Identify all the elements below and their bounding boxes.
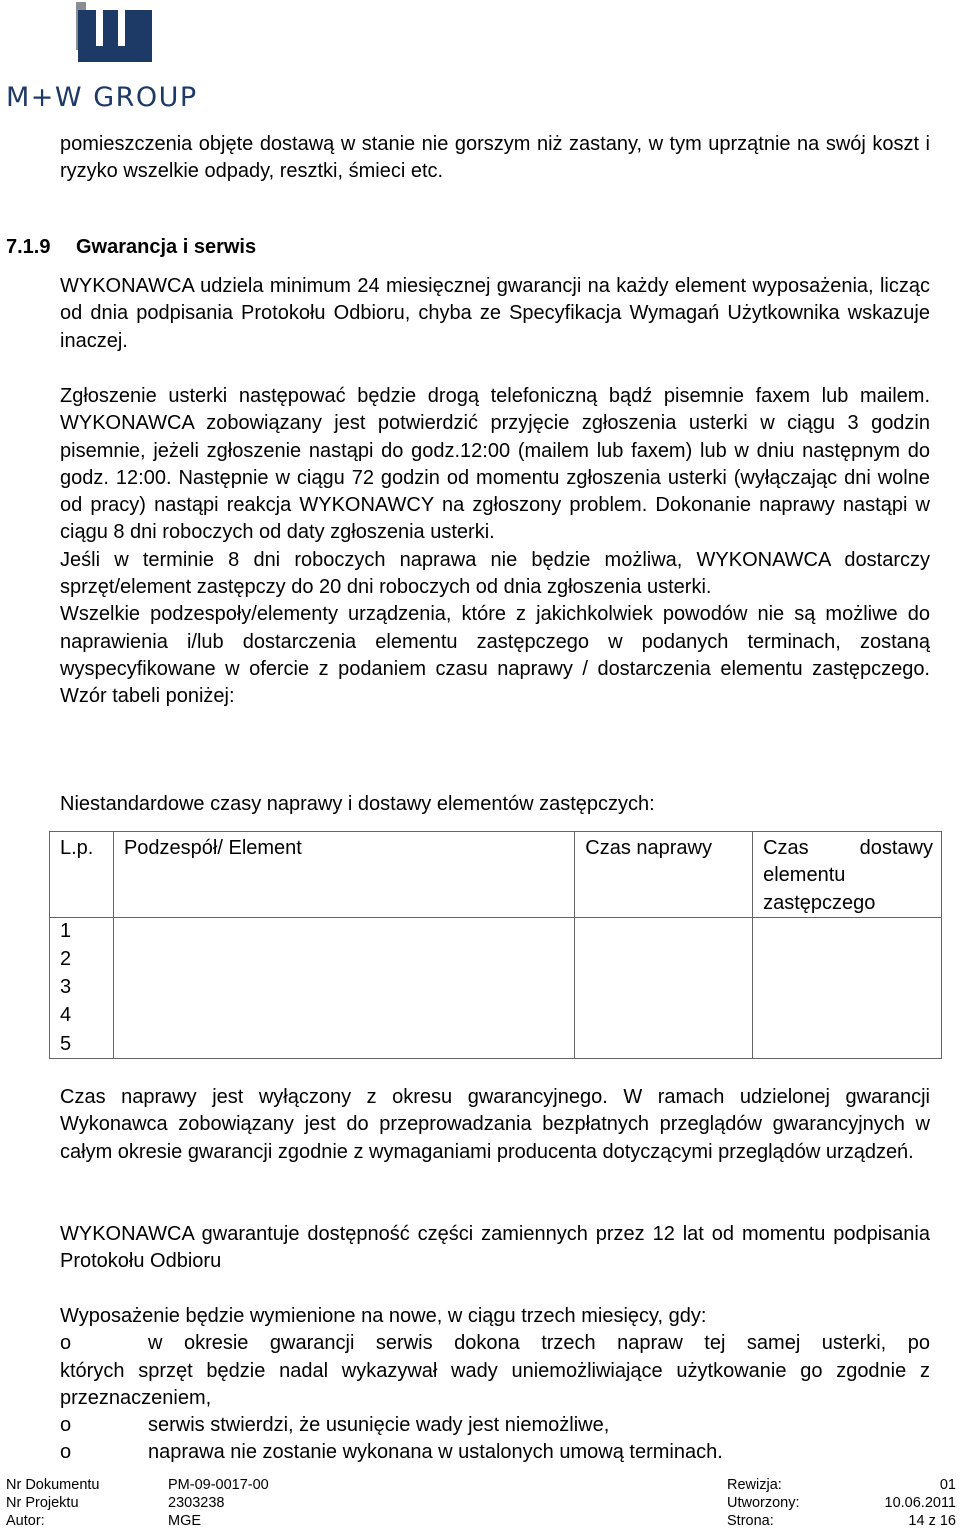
cell-repair-time (575, 974, 753, 1002)
cell-element (113, 917, 574, 945)
cell-element (113, 946, 574, 974)
table-row (50, 974, 942, 1002)
report-text-1: Zgłoszenie usterki następować będzie drogą telefoniczną bądź pisemnie faxem lub mailem. WYKONAWCA zobowiązany jest potwierdzić przyjęcie zgłoszenia usterki w ciągu 3 godzin pisemnie, jeżeli zgłoszenie nastąpi do godz.12:00 (mailem lub faxem) lub w dniu następnym do godz. 12:00. Następnie w ciągu 72 godzin od momentu zgłoszenia usterki (wyłączając dni wolne od pracy) nastąpi reakcja WYKONAWCY na zgłoszony problem. Dokonanie naprawy nastąpi w ciągu 8 dni roboczych od daty zgłoszenia usterki. (60, 385, 930, 544)
list-item (60, 1330, 930, 1357)
bullet-marker: o (60, 1441, 72, 1464)
row-number: 2 (50, 946, 114, 974)
list-item-text: naprawa nie zostanie wykonana w ustalonych umową terminach. (148, 1441, 723, 1464)
cell-element (113, 1002, 574, 1030)
mw-logo-mark-icon (76, 2, 152, 66)
section-number: 7.1.9 (6, 236, 51, 258)
footer-row (6, 1476, 958, 1494)
doc-number-label: Nr Dokumentu (6, 1477, 100, 1493)
header-repair-time: Czas naprawy (575, 832, 753, 918)
cell-repair-time (575, 946, 753, 974)
cell-delivery-time (753, 974, 942, 1002)
created-value: 10.06.2011 (884, 1495, 956, 1511)
list-item-text: serwis stwierdzi, że usunięcie wady jest niemożliwe, (148, 1414, 610, 1437)
row-number: 5 (50, 1031, 114, 1059)
header-delivery-time-text: Czas dostawy elementu zastępczego (763, 837, 933, 914)
report-paragraphs (60, 383, 930, 711)
table-row (50, 1031, 942, 1059)
table-row (50, 946, 942, 974)
repair-times-table (49, 831, 942, 1059)
page-number: 14 z 16 (908, 1513, 956, 1528)
revision-value: 01 (939, 1477, 956, 1493)
repair-time-paragraph (60, 1084, 930, 1166)
logo-text: M+W GROUP (6, 82, 198, 113)
table-row (50, 1002, 942, 1030)
spare-parts-text: WYKONAWCA gwarantuje dostępność części zamiennych przez 12 lat od momentu podpisania Protokołu Odbioru (60, 1223, 930, 1273)
cell-repair-time (575, 917, 753, 945)
created-label: Utworzony: (727, 1495, 800, 1511)
project-number-label: Nr Projektu (6, 1495, 79, 1511)
page-label: Strona: (727, 1513, 774, 1528)
table-header-row (50, 832, 942, 918)
footer-row (6, 1512, 958, 1528)
table-row (50, 917, 942, 945)
cell-repair-time (575, 1002, 753, 1030)
warranty-paragraph (60, 273, 930, 355)
row-number: 4 (50, 1002, 114, 1030)
replacement-intro: Wyposażenie będzie wymienione na nowe, w ciągu trzech miesięcy, gdy: (60, 1305, 707, 1327)
row-number: 1 (50, 917, 114, 945)
company-logo (6, 2, 216, 113)
intro-text: pomieszczenia objęte dostawą w stanie nie gorszym niż zastany, w tym uprzątnie na swój koszt i ryzyko wszelkie odpady, resztki, śmieci etc. (60, 133, 930, 183)
cell-delivery-time (753, 946, 942, 974)
list-item-text-first: w okresie gwarancji serwis dokona trzech napraw tej samej usterki, po (148, 1332, 930, 1355)
list-item (60, 1412, 930, 1439)
author-value: MGE (168, 1513, 202, 1528)
list-item-text-rest: których sprzęt będzie nadal wykazywał wady uniemożliwiające użytkowanie go zgodnie z przeznaczeniem, (60, 1359, 930, 1409)
row-number: 3 (50, 974, 114, 1002)
header-delivery-time (753, 832, 942, 918)
cell-element (113, 1031, 574, 1059)
report-text-2: Jeśli w terminie 8 dni roboczych naprawa nie będzie możliwa, WYKONAWCA dostarczy sprzęt/element zastępczy do 20 dni roboczych od dnia zgłoszenia usterki. (60, 548, 930, 599)
report-text-3: Wszelkie podzespoły/elementy urządzenia, które z jakichkolwiek powodów nie są możliwe do naprawienia i/lub dostarczenia elementu zastępczego w podanych terminach, zostaną wyspecyfikowane w ofercie z podaniem czasu naprawy / dostarczenia elementu zastępczego. Wzór tabeli poniżej: (60, 603, 930, 708)
warranty-text: WYKONAWCA udziela minimum 24 miesięcznej gwarancji na każdy element wyposażenia, licząc od dnia podpisania Protokołu Odbioru, chyba ze Specyfikacja Wymagań Użytkownika wskazuje inaczej. (60, 275, 930, 352)
cell-delivery-time (753, 1002, 942, 1030)
header-element: Podzespół/ Element (113, 832, 574, 918)
page-footer (6, 1476, 958, 1528)
intro-paragraph (60, 131, 930, 186)
table-caption (60, 791, 930, 818)
cell-repair-time (575, 1031, 753, 1059)
header-lp: L.p. (50, 832, 114, 918)
table-caption-text: Niestandardowe czasy naprawy i dostawy elementów zastępczych: (60, 793, 655, 815)
section-title: Gwarancja i serwis (76, 236, 257, 258)
list-item (60, 1439, 930, 1466)
section-heading (6, 236, 256, 259)
footer-row (6, 1494, 958, 1512)
repair-time-text: Czas naprawy jest wyłączony z okresu gwarancyjnego. W ramach udzielonej gwarancji Wykonawca zobowiązany jest do przeprowadzania bezpłatnych przeglądów gwarancyjnych w całym okresie gwarancji zgodnie z wymaganiami producenta dotyczącymi przeglądów urządzeń. (60, 1086, 930, 1163)
bullet-marker: o (60, 1414, 72, 1437)
cell-delivery-time (753, 917, 942, 945)
cell-delivery-time (753, 1031, 942, 1059)
author-label: Autor: (6, 1513, 45, 1528)
spare-parts-paragraph (60, 1221, 930, 1276)
replacement-section (60, 1303, 930, 1467)
bullet-marker: o (60, 1332, 72, 1355)
revision-label: Rewizja: (727, 1477, 782, 1493)
doc-number-value: PM-09-0017-00 (168, 1477, 269, 1493)
cell-element (113, 974, 574, 1002)
project-number-value: 2303238 (168, 1495, 225, 1511)
